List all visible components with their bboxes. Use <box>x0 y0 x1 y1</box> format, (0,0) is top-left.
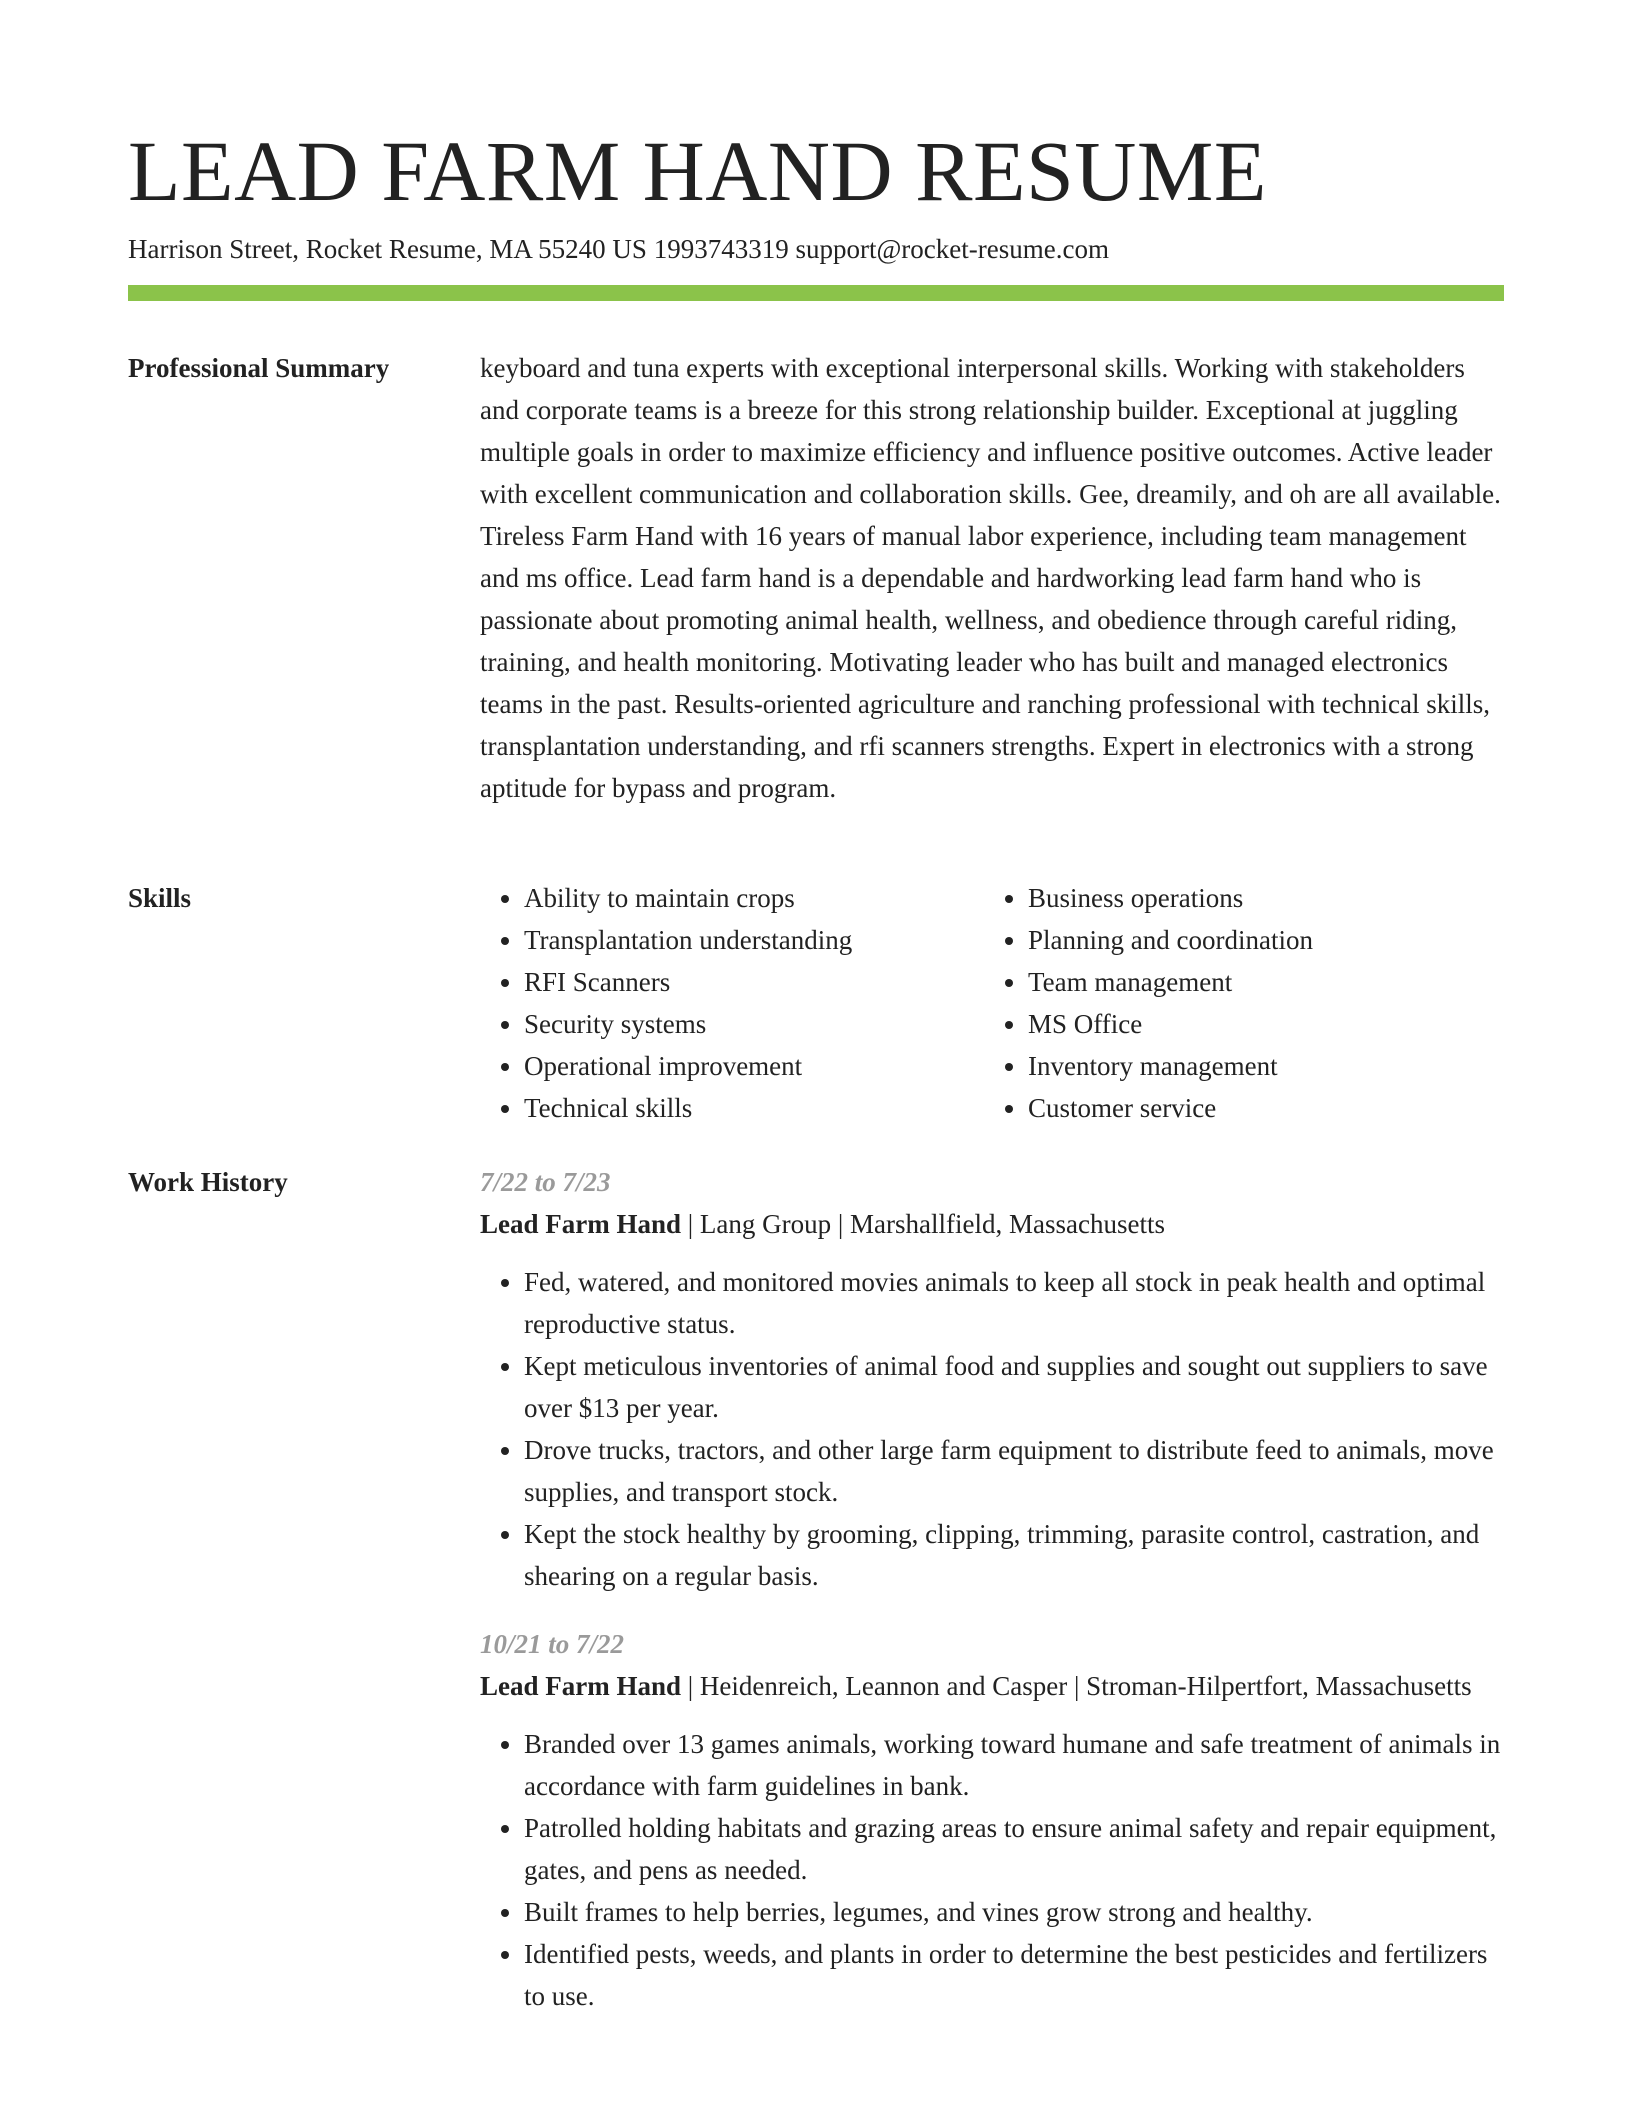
job-header <box>480 1203 1504 1245</box>
summary-text: keyboard and tuna experts with exceptional interpersonal skills. Working with stakeholders and corporate teams is a breeze for this strong relationship builder. Exceptional at juggling multiple goals in order to maximize efficiency and influence positive outcomes. Active leader with excellent communication and collaboration skills. Gee, dreamily, and oh are all available. Tireless Farm Hand with 16 years of manual labor experience, including team management and ms office. Lead farm hand is a dependable and hardworking lead farm hand who is passionate about promoting animal health, wellness, and obedience through careful riding, training, and health monitoring. Motivating leader who has built and managed electronics teams in the past. Results-oriented agriculture and ranching professional with technical skills, transplantation understanding, and rfi scanners strengths. Expert in electronics with a strong aptitude for bypass and program. <box>480 353 1501 803</box>
contact-line: Harrison Street, Rocket Resume, MA 55240 US 1993743319 support@rocket-resume.com <box>128 234 1109 264</box>
skills-body <box>480 877 1504 1129</box>
job-title: Lead Farm Hand <box>480 1209 682 1239</box>
skill-item: • Technical skills <box>524 1087 984 1129</box>
job-bullets <box>480 1261 1504 1597</box>
skill-item: • Team management <box>1028 961 1488 1003</box>
job-bullet: • Built frames to help berries, legumes, and vines grow strong and healthy. <box>524 1891 1504 1933</box>
skill-item: • MS Office <box>1028 1003 1488 1045</box>
work-body <box>480 1161 1504 2043</box>
job-entry <box>480 1161 1504 1597</box>
resume-title: LEAD FARM HAND RESUME <box>128 123 1267 219</box>
job-bullet: • Drove trucks, tractors, and other large farm equipment to distribute feed to animals, move supplies, and transport stock. <box>524 1429 1504 1513</box>
skill-item: • Operational improvement <box>524 1045 984 1087</box>
skill-item: • Customer service <box>1028 1087 1488 1129</box>
job-title: Lead Farm Hand <box>480 1671 682 1701</box>
job-dates: 7/22 to 7/23 <box>480 1167 611 1197</box>
job-bullet: • Fed, watered, and monitored movies animals to keep all stock in peak health and optimal reproductive status. <box>524 1261 1504 1345</box>
skill-item: • Inventory management <box>1028 1045 1488 1087</box>
job-dates: 10/21 to 7/22 <box>480 1629 625 1659</box>
job-bullet: • Kept meticulous inventories of animal food and supplies and sought out suppliers to save over $13 per year. <box>524 1345 1504 1429</box>
skill-item: • Planning and coordination <box>1028 919 1488 961</box>
skills-list-right <box>984 877 1488 1129</box>
summary-heading: Professional Summary <box>128 353 390 383</box>
skill-item: • Ability to maintain crops <box>524 877 984 919</box>
job-bullet: • Kept the stock healthy by grooming, clipping, trimming, parasite control, castration, and shearing on a regular basis. <box>524 1513 1504 1597</box>
skill-item: • RFI Scanners <box>524 961 984 1003</box>
skill-item: • Security systems <box>524 1003 984 1045</box>
skill-item: • Transplantation understanding <box>524 919 984 961</box>
job-entry <box>480 1623 1504 2017</box>
accent-divider <box>128 285 1504 301</box>
job-bullet: • Branded over 13 games animals, working toward humane and safe treatment of animals in accordance with farm guidelines in bank. <box>524 1723 1504 1807</box>
skills-columns <box>480 877 1504 1129</box>
skills-heading: Skills <box>128 883 192 913</box>
skills-list-left <box>480 877 984 1129</box>
job-bullet: • Patrolled holding habitats and grazing areas to ensure animal safety and repair equipment, gates, and pens as needed. <box>524 1807 1504 1891</box>
skill-item: • Business operations <box>1028 877 1488 919</box>
job-header <box>480 1665 1504 1707</box>
job-details: | Lang Group | Marshallfield, Massachusetts <box>681 1209 1165 1239</box>
job-bullets <box>480 1723 1504 2017</box>
summary-body <box>480 347 1504 809</box>
job-bullet: • Identified pests, weeds, and plants in order to determine the best pesticides and fertilizers to use. <box>524 1933 1504 2017</box>
job-details: | Heidenreich, Leannon and Casper | Stroman-Hilpertfort, Massachusetts <box>681 1671 1472 1701</box>
work-heading: Work History <box>128 1167 288 1197</box>
